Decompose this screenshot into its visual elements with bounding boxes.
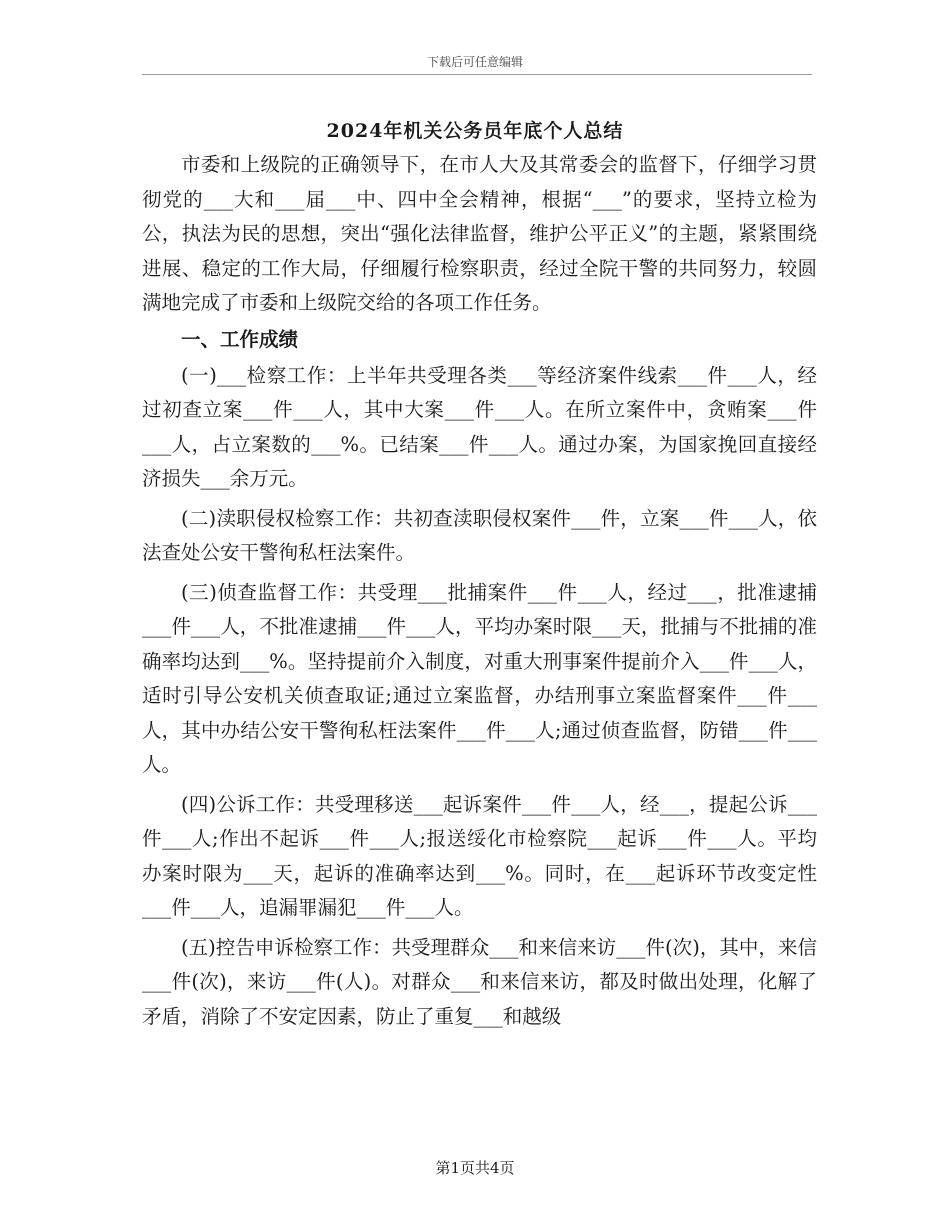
document-body [142, 148, 817, 1034]
page-number: 第1页共4页 [435, 1159, 515, 1177]
paragraph-4: (四)公诉工作：共受理移送___起诉案件___件___人，经___，提起公诉___件___人;作出不起诉___件___人;报送绥化市检察院___起诉___件___人。平均办案时限为___天，起诉的准确率达到___%。同时，在___起诉环节改变定性___件___人，追漏罪漏犯___件___人。 [142, 792, 817, 919]
intro-paragraph: 市委和上级院的正确领导下，在市人大及其常委会的监督下，仔细学习贯彻党的___大和___届___中、四中全会精神，根据“___”的要求，坚持立检为公，执法为民的思想，突出“强化法律监督，维护公平正义”的主题，紧紧围绕进展、稳定的工作大局，仔细履行检察职责，经过全院干警的共同努力，较圆满地完成了市委和上级院交给的各项工作任务。 [142, 153, 817, 314]
header-divider [142, 74, 812, 75]
paragraph-3: (三)侦查监督工作：共受理___批捕案件___件___人，经过___，批准逮捕___件___人，不批准逮捕___件___人，平均办案时限___天，批捕与不批捕的准确率均达到___%。坚持提前介入制度，对重大刑事案件提前介入___件___人，适时引导公安机关侦查取证;通过立案监督，办结刑事立案监督案件___件___人，其中办结公安干警徇私枉法案件___件___人;通过侦查监督，防错___件___人。 [142, 580, 817, 776]
paragraph-5: (五)控告申诉检察工作：共受理群众___和来信来访___件(次)，其中，来信___件(次)，来访___件(人)。对群众___和来信来访，都及时做出处理，化解了矛盾，消除了不安定因素，防止了重复___和越级 [142, 935, 817, 1028]
header-note: 下载后可任意编辑 [426, 55, 523, 69]
section-heading: 一、工作成绩 [181, 327, 299, 351]
document-title: 2024年机关公务员年底个人总结 [326, 120, 624, 142]
paragraph-1: (一)___检察工作：上半年共受理各类___等经济案件线索___件___人，经过初查立案___件___人，其中大案___件___人。在所立案件中，贪贿案___件___人，占立案数的___%。已结案___件___人。通过办案，为国家挽回直接经济损失___余万元。 [142, 363, 817, 490]
paragraph-2: (二)渎职侵权检察工作：共初查渎职侵权案件___件，立案___件___人，依法查处公安干警徇私枉法案件。 [142, 506, 817, 564]
